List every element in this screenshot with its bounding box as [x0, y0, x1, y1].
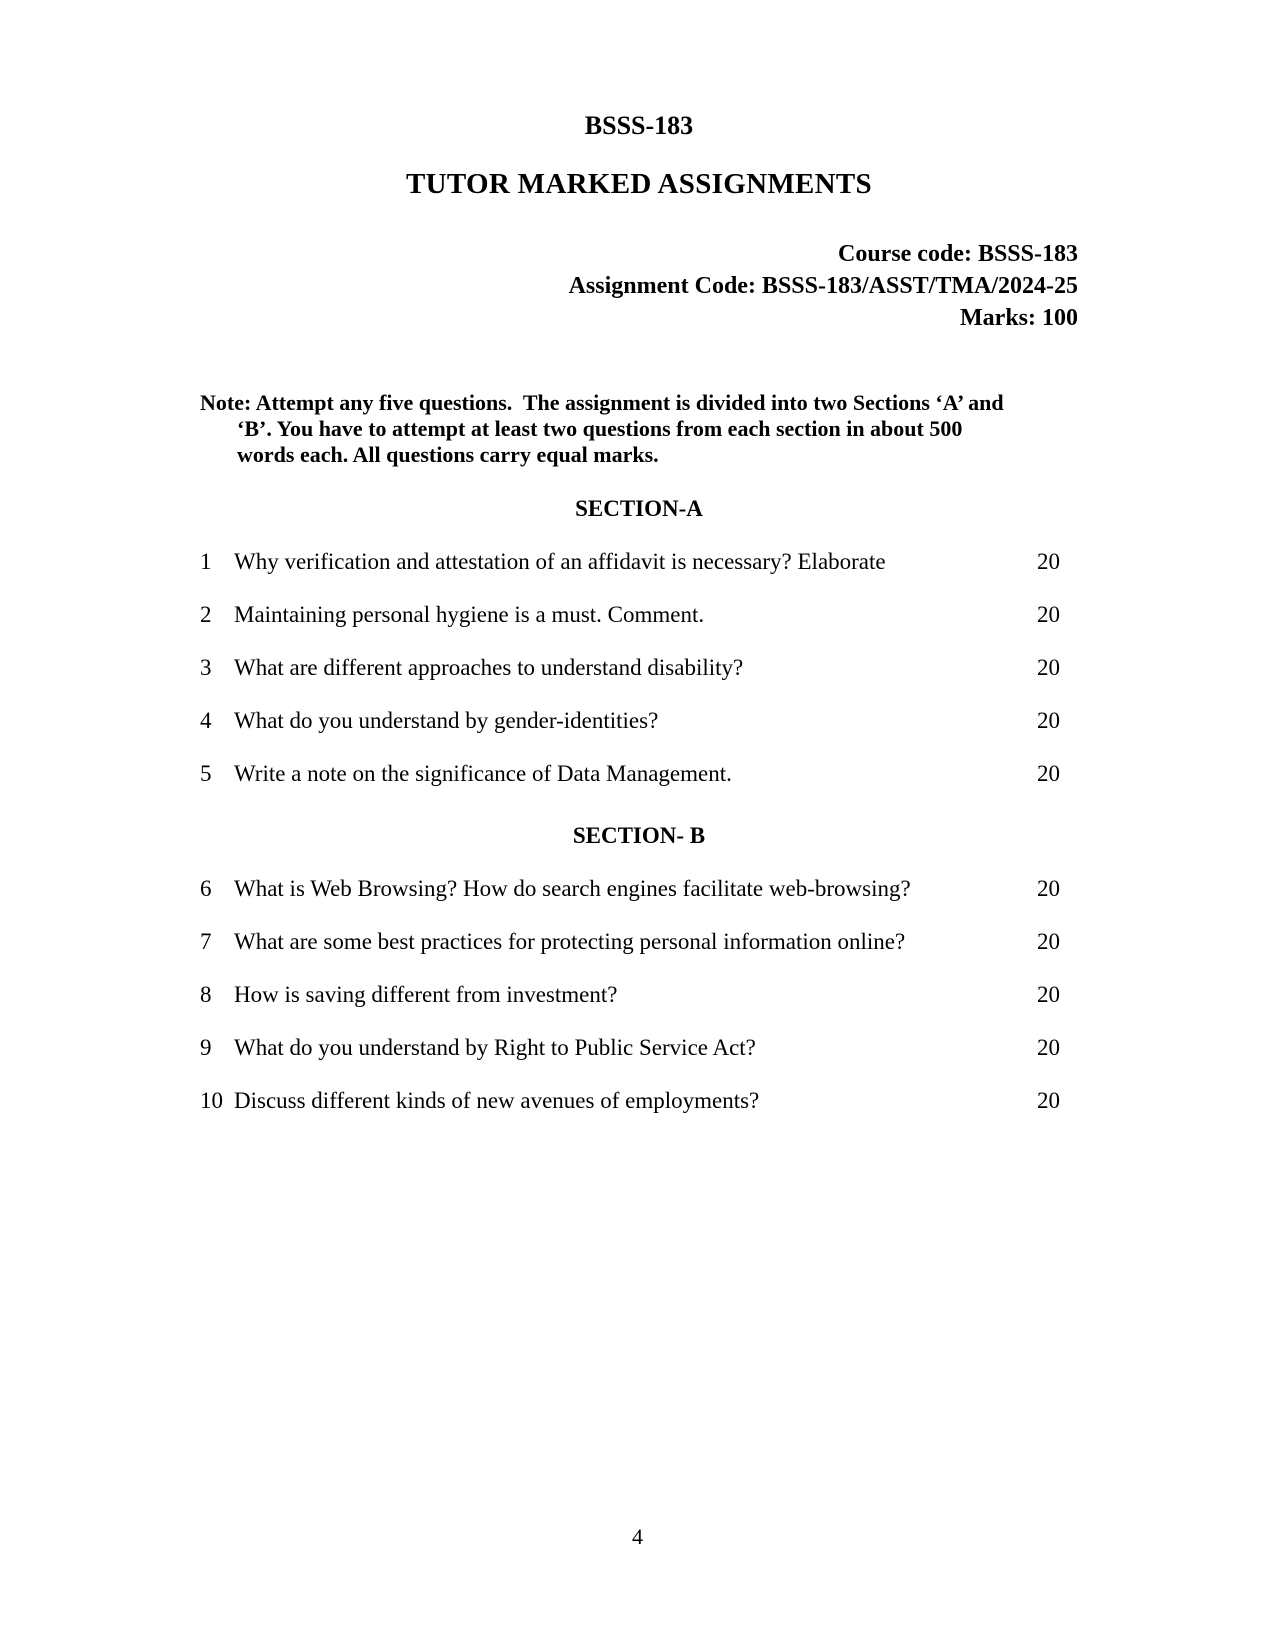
page-number: 4 — [632, 1524, 643, 1549]
question-text: What are different approaches to understand disability? — [234, 654, 744, 680]
question-list — [200, 875, 1078, 1115]
question-marks: 20 — [1037, 654, 1060, 680]
total-marks-line: Marks: 100 — [960, 304, 1078, 331]
note — [200, 390, 1078, 468]
question-number: 4 — [200, 707, 212, 733]
question-marks: 20 — [1037, 707, 1060, 733]
question-marks: 20 — [1037, 760, 1060, 786]
question-marks: 20 — [1037, 875, 1060, 901]
question-marks: 20 — [1037, 1087, 1060, 1113]
question-row — [200, 760, 1078, 788]
question-row — [200, 1087, 1078, 1115]
question-text: What do you understand by Right to Public Service Act? — [234, 1034, 756, 1060]
section-a-heading: SECTION-A — [575, 495, 703, 521]
section-b — [200, 822, 1078, 1115]
question-number: 2 — [200, 601, 212, 627]
question-text: What is Web Browsing? How do search engines facilitate web-browsing? — [234, 875, 911, 901]
question-number: 3 — [200, 654, 212, 680]
question-marks: 20 — [1037, 981, 1060, 1007]
question-row — [200, 875, 1078, 903]
course-code-header: BSSS-183 — [584, 111, 694, 140]
note-line: words each. All questions carry equal marks. — [237, 441, 659, 467]
question-row — [200, 707, 1078, 735]
question-number: 7 — [200, 928, 212, 954]
question-marks: 20 — [1037, 548, 1060, 574]
question-row — [200, 1034, 1078, 1062]
question-text: Why verification and attestation of an affidavit is necessary? Elaborate — [234, 548, 886, 574]
question-row — [200, 548, 1078, 576]
note-line: Note: Attempt any five questions. The assignment is divided into two Sections ‘A’ and — [200, 389, 1004, 415]
question-text: Maintaining personal hygiene is a must. Comment. — [234, 601, 705, 627]
question-row — [200, 601, 1078, 629]
question-marks: 20 — [1037, 928, 1060, 954]
question-row — [200, 654, 1078, 682]
note-line: ‘B’. You have to attempt at least two questions from each section in about 500 — [237, 415, 963, 441]
course-code-line: Course code: BSSS-183 — [837, 240, 1078, 267]
question-number: 10 — [200, 1087, 223, 1113]
section-a — [200, 495, 1078, 788]
assignment-code-line: Assignment Code: BSSS-183/ASST/TMA/2024-25 — [568, 272, 1078, 299]
question-number: 9 — [200, 1034, 212, 1060]
question-marks: 20 — [1037, 601, 1060, 627]
question-row — [200, 981, 1078, 1009]
question-text: Discuss different kinds of new avenues of employments? — [234, 1087, 760, 1113]
document-title: TUTOR MARKED ASSIGNMENTS — [406, 168, 872, 201]
question-number: 1 — [200, 548, 212, 574]
question-text: Write a note on the significance of Data Management. — [234, 760, 732, 786]
document-content — [200, 110, 1078, 1115]
question-number: 5 — [200, 760, 212, 786]
question-marks: 20 — [1037, 1034, 1060, 1060]
question-row — [200, 928, 1078, 956]
question-text: What are some best practices for protecting personal information online? — [234, 928, 906, 954]
question-number: 8 — [200, 981, 212, 1007]
question-list — [200, 548, 1078, 788]
question-text: What do you understand by gender-identities? — [234, 707, 659, 733]
assignment-meta — [200, 238, 1078, 334]
question-number: 6 — [200, 875, 212, 901]
section-b-heading: SECTION- B — [572, 822, 706, 848]
question-text: How is saving different from investment? — [234, 981, 618, 1007]
